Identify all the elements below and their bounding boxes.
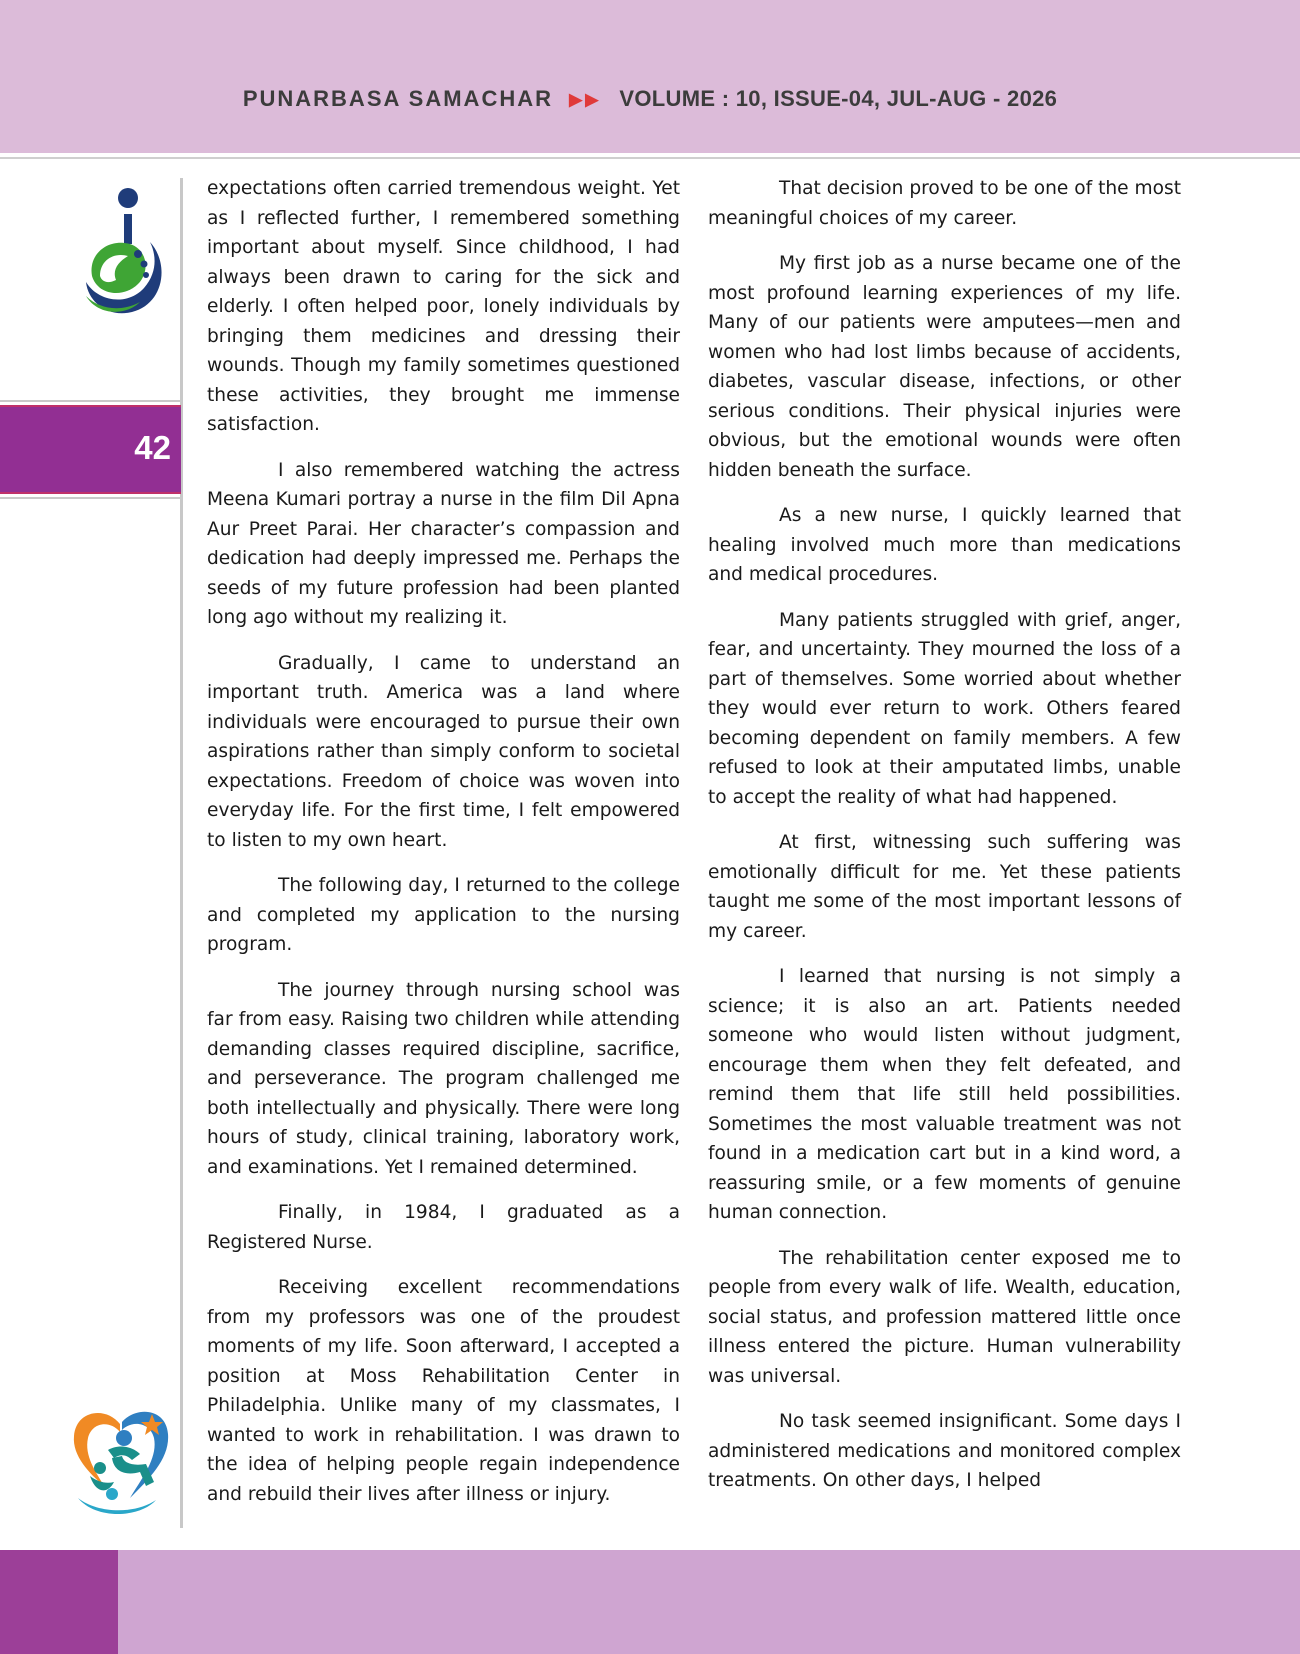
paragraph: The journey through nursing school was far from easy. Raising two children while attending demanding classes required discipline, sacrifice, and perseverance. The program challenged me both intellectually and physically. There were long hours of study, clinical training, laboratory work, and examinations. Yet I remained determined.: [207, 979, 680, 1178]
paragraph: I also remembered watching the actress Meena Kumari portray a nurse in the film Dil Apna Aur Preet Parai. Her character’s compassion and dedication had deeply impressed me. Perhaps the seeds of my future profession had been planted long ago without my realizing it.: [207, 459, 680, 628]
double-arrow-icon: ▶▶: [569, 90, 602, 109]
page-number: 42: [134, 429, 171, 466]
left-column: [207, 174, 680, 1525]
header-divider: [0, 157, 1300, 159]
wheelchair-leaf-logo-icon: [78, 184, 170, 324]
masthead: [0, 86, 1300, 112]
paragraph: My first job as a nurse became one of the most profound learning experiences of my life. Many of our patients were amputees—men and women who had lost limbs because of accidents, diabetes, vascular disease, infections, or other serious conditions. Their physical injuries were obvious, but the emotional wounds were often hidden beneath the surface.: [708, 253, 1181, 481]
side-rule: [180, 178, 183, 1528]
heart-figures-logo-icon: [70, 1402, 172, 1518]
paragraph: I learned that nursing is not simply a science; it is also an art. Patients needed someone who would listen without judgment, encourage them when they felt defeated, and remind them that life still held possibilities. Sometimes the most valuable treatment was not found in a medication cart but in a kind word, a reassuring smile, or a few moments of genuine human connection.: [708, 966, 1181, 1223]
paragraph: No task seemed insignificant. Some days I administered medications and monitored complex treatments. On other days, I helped: [708, 1411, 1181, 1491]
paragraph: At first, witnessing such suffering was emotionally difficult for me. Yet these patients taught me some of the most important lessons of my career.: [708, 832, 1181, 942]
paragraph: Receiving excellent recommendations from my professors was one of the proudest moments of my life. Soon afterward, I accepted a position at Moss Rehabilitation Center in Philadelphia. Unlike many of my classmates, I wanted to work in rehabilitation. I was drawn to the idea of helping people regain independence and rebuild their lives after illness or injury.: [207, 1277, 680, 1505]
footer-accent-block: [0, 1550, 118, 1654]
paragraph: The rehabilitation center exposed me to people from every walk of life. Wealth, education, social status, and profession mattered little once illness entered the picture. Human vulnerability was universal.: [708, 1247, 1181, 1387]
footer-bar: [0, 1550, 1300, 1654]
tab-rule-top: [0, 400, 182, 402]
paragraph: The following day, I returned to the college and completed my application to the nursing program.: [207, 875, 680, 955]
paragraph: That decision proved to be one of the most meaningful choices of my career.: [708, 178, 1181, 229]
publication-title: PUNARBASA SAMACHAR: [242, 86, 553, 111]
right-column: [708, 174, 1181, 1512]
paragraph: Gradually, I came to understand an important truth. America was a land where individuals were encouraged to pursue their own aspirations rather than simply conform to societal expectations. Freedom of choice was woven into everyday life. For the first time, I felt empowered to listen to my own heart.: [207, 652, 680, 851]
page-number-tab: [0, 405, 181, 494]
header-band: [0, 0, 1300, 153]
paragraph: expectations often carried tremendous weight. Yet as I reflected further, I remembered something important about myself. Since childhood, I had always been drawn to caring for the sick and elderly. I often helped poor, lonely individuals by bringing them medicines and dressing their wounds. Though my family sometimes questioned these activities, they brought me immense satisfaction.: [207, 178, 680, 435]
paragraph: Many patients struggled with grief, anger, fear, and uncertainty. They mourned the loss of a part of themselves. Some worried about whether they would ever return to work. Others feared becoming dependent on family members. A few refused to look at their amputated limbs, unable to accept the reality of what had happened.: [708, 609, 1181, 808]
volume-info: VOLUME : 10, ISSUE-04, JUL-AUG - 2026: [619, 86, 1058, 111]
paragraph: Finally, in 1984, I graduated as a Registered Nurse.: [207, 1202, 680, 1253]
paragraph: As a new nurse, I quickly learned that healing involved much more than medications and medical procedures.: [708, 505, 1181, 585]
tab-rule-bottom: [0, 497, 182, 499]
